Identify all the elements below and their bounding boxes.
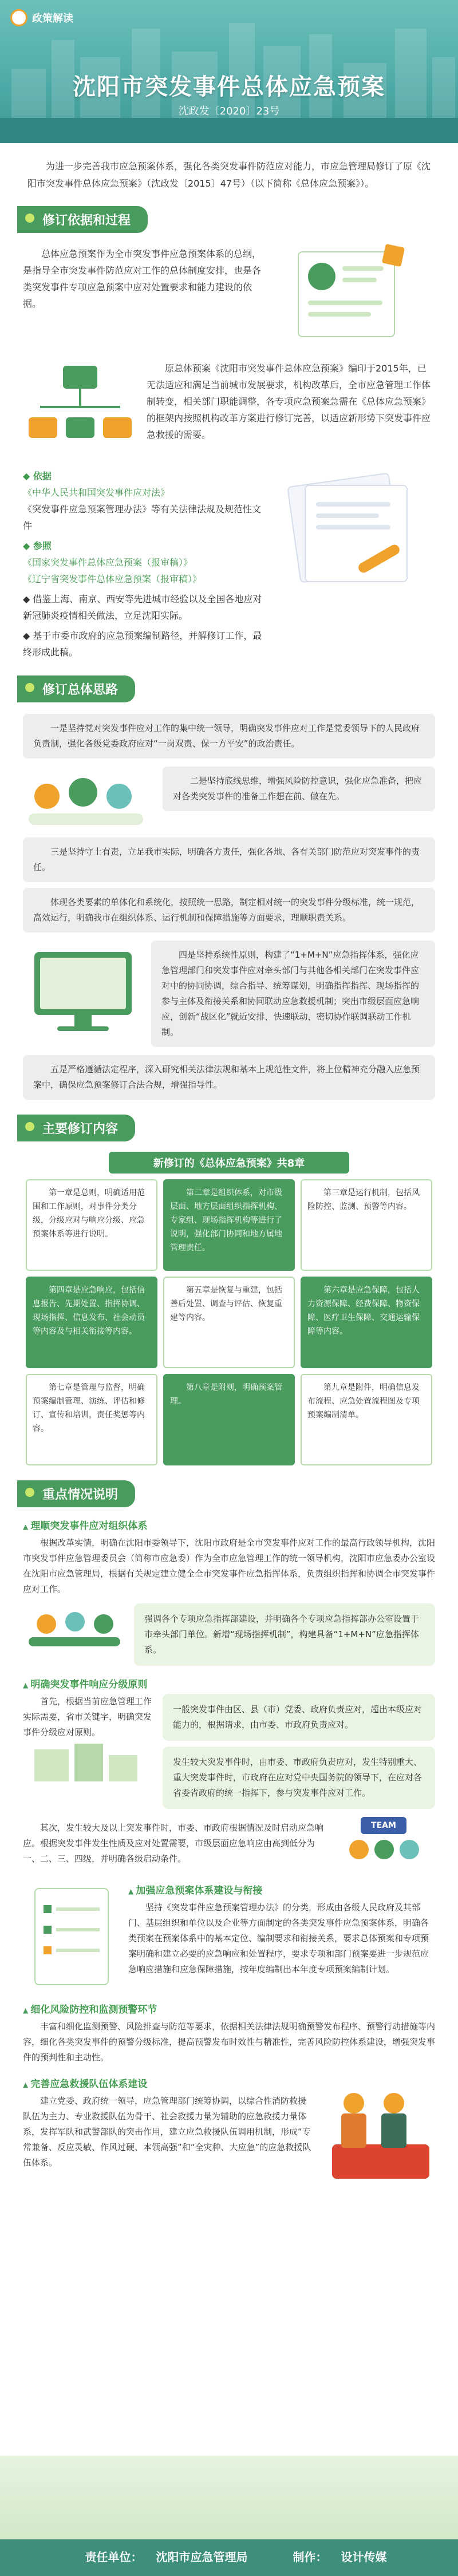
thinking-point-5: 五是严格遵循法定程序，深入研究相关法律法规和基本上规范性文件，将上位精神充分融入应急预案中，确保应急预案修订合法合规，增强指导性。 <box>23 1055 435 1100</box>
thinking-point-3b: 体现各类要素的单体化和系统化，按照统一思路，制定相对统一的突发事件分级标准，统一规范，高效运行，明确我市在组织体系、运行机制和保障措施等方面要求，理顺职责关系。 <box>23 888 435 933</box>
intro-paragraph: 为进一步完善我市应急预案体系，强化各类突发事件防范应对能力，市应急管理局修订了原《沈阳市突发事件总体应急预案》（沈政发〔2015〕47号）（以下简称《总体应急预案》）。 <box>27 161 431 189</box>
basis-label: 依据 <box>33 471 52 481</box>
keypoint-text-3: 坚持《突发事件应急预案管理办法》的分类，形成由各级人民政府及其部门、基层组织和单位以及企业等方面制定的各类突发事件应急预案体系，明确各类预案在预案体系中的基本定位、编制要求和衔接关系，要求总体预案和专项预案明确和建立必要的应急响应和处置程序，要求专项和部门预案要进一步规范应急响应措施和应急保障措施，按年度编制出本年度专项预案编制计划。 <box>128 1902 429 1974</box>
thinking-point-1: 一是坚持党对突发事件应对工作的集中统一领导，明确突发事件应对工作是党委领导下的人民政府负责制，强化各级党委政府应对“一岗双责、保一方平安”的政治责任。 <box>23 714 435 758</box>
chapter-cell: 第二章是组织体系，对市级层面、地方层面组织指挥机构、专家组、现场指挥机构等进行了说明，强化部门协同和地方属地管理责任。 <box>163 1179 295 1271</box>
team-illustration <box>23 767 155 829</box>
keypoint-box-2a: 一般突发事件由区、县（市）党委、政府负责应对，超出本级应对能力的，根据请求，由市委、市政府负责应对。 <box>163 1694 435 1741</box>
document-illustration <box>275 246 424 343</box>
keypoint-text-1: 根据改革实情，明确在沈阳市委领导下，沈阳市政府是全市突发事件应对工作的最高行政领导机构，沈阳市突发事件应急管理委员会（简称市应急委）作为全市应急管理工作的统一领导机构，沈阳市应急委办公室设在沈阳市应急管理局，根据有关规定建立健全全市突发事件应急指挥体系，负责组织指挥和协调全市突发事件应对工作。 <box>23 1538 436 1594</box>
owner-credit: 责任单位： 沈阳市应急管理局 <box>85 2550 248 2564</box>
table-heading: 新修订的《总体应急预案》共8章 <box>109 1152 349 1174</box>
section-heading: 主要修订内容 <box>17 1115 135 1141</box>
chapter-cell: 第九章是附件，明确信息发布流程、应急处置流程图及专项预案编制清单。 <box>301 1374 432 1465</box>
chapter-cell: 第四章是应急响应，包括信息报告、先期处置、指挥协调、现场指挥、信息发布、社会动员等内容及与相关衔接等内容。 <box>26 1277 157 1368</box>
rescue-team-illustration <box>321 2076 435 2190</box>
section-basis <box>0 206 458 661</box>
section-content <box>0 1115 458 1465</box>
header-banner <box>0 0 458 143</box>
document-number: 沈政发〔2020〕23号 <box>178 105 280 117</box>
chapter-cell: 第五章是恢复与重建，包括善后处置、调查与评估、恢复重建等内容。 <box>163 1277 295 1368</box>
basis-para-2: 原总体预案《沈阳市突发事件总体应急预案》编印于2015年，已无法适应和满足当前城市发展要求，机构改革后，全市应急管理工作体制转变，相关部门职能调整，各专项应急预案急需在《总体应急预案》的框架内按照机构改革方案进行修订完善，以适应新形势下突发事件应急救援的需要。 <box>147 363 431 440</box>
network-illustration <box>23 360 137 457</box>
keypoint-box-1: 强调各个专项应急指挥部建设，并明确各个专项应急指挥部办公室设置于市牵头部门单位。新增“现场指挥机制”，构建具备“1+M+N”应急指挥体系。 <box>134 1603 435 1666</box>
chapter-cell: 第三章是运行机制，包括风险防控、监测、预警等内容。 <box>301 1179 432 1271</box>
keypoint-title-5: ▲ 完善应急救援队伍体系建设 <box>23 2076 313 2090</box>
policy-badge <box>10 9 73 26</box>
keypoint-title-4: ▲ 细化风险防控和监测预警环节 <box>23 2001 435 2016</box>
keypoint-title-2: ▲ 明确突发事件响应分级原则 <box>23 1676 435 1690</box>
badge-icon <box>10 9 27 26</box>
credits <box>0 2548 458 2565</box>
keypoint-box-2b: 发生较大突发事件时，由市委、市政府负责应对，发生特别重大、重大突发事件时，市政府在应对党中央国务院的领导下，在应对各省委省政府的统一指挥下，参与突发事件应对工作。 <box>163 1747 435 1809</box>
section-heading: 重点情况说明 <box>17 1480 135 1507</box>
thinking-point-3: 三是坚持守土有责，立足我市实际，明确各方责任，强化各地、各有关部门防范应对突发事件的责任。 <box>23 837 435 882</box>
keypoint-text-2b: 其次，发生较大及以上突发事件时，市委、市政府根据情况及时启动应急响应。根据突发事件发生性质及应对处置需要，市级层面应急响应由高到低分为一、二、三、四级，并明确各级启动条件。 <box>23 1822 324 1864</box>
thinking-point-2: 二是坚持底线思维，增强风险防控意识，强化应急准备，把应对各类突发事件的准备工作想在前、做在先。 <box>163 767 435 811</box>
keypoint-text-4: 丰富和细化监测预警、风险排查与防范等要求，依据相关法律法规明确预警发布程序、预警行动措施等内容，细化各类突发事件的预警分级标准，提高预警发布时效性与精准性，完善风险防控体系建设，增强突发事件的预判性和主动性。 <box>23 2021 436 2063</box>
reference-label: 参照 <box>33 540 52 551</box>
paper-stack-illustration <box>270 468 419 594</box>
keypoint-title-1: ▲ 理顺突发事件应对组织体系 <box>23 1518 435 1532</box>
keypoint-title-3: ▲ 加强应急预案体系建设与衔接 <box>128 1882 435 1897</box>
building-illustration <box>23 1744 155 1784</box>
computer-illustration <box>23 941 143 1038</box>
basis-para-1: 总体应急预案作为全市突发事件应急预案体系的总纲，是指导全市突发事件防范应对工作的总体制度安排，也是各类突发事件专项应急预案中应对处置要求和能力建设的依据。 <box>23 248 262 309</box>
keypoint-text-5: 建立党委、政府统一领导，应急管理部门统筹协调，以综合性消防救援队伍为主力、专业救援队伍为骨干、社会救援力量为辅助的应急救援力量体系，发挥军队和武警部队的突击作用，建立应急救援队伍调用机制，形成“专常兼备、反应灵敏、作风过硬、本领高强”和“全灾种、大应急”的应急救援队伍体系。 <box>23 2096 311 2168</box>
basis-item-1: 《中华人民共和国突发事件应对法》 <box>23 487 170 498</box>
meeting-illustration <box>23 1603 126 1666</box>
reference-item-2: 《辽宁省突发事件总体应急预案（报审稿）》 <box>23 574 202 584</box>
keypoint-text-2a: 首先，根据当前应急管理工作实际需要，省市关键字，明确突发事件分级应对原则。 <box>23 1696 152 1737</box>
section-keypoints <box>0 1480 458 2190</box>
footer <box>0 2456 458 2576</box>
section-heading: 修订依据和过程 <box>17 206 148 233</box>
basis-item-2: 《突发事件应急预案管理办法》等有关法律法规及规范性文件 <box>23 504 262 531</box>
section-thinking <box>0 675 458 1100</box>
chapter-cell: 第六章是应急保障，包括人力资源保障、经费保障、物资保障、医疗卫生保障、交通运输保障等内容。 <box>301 1277 432 1368</box>
page-title: 沈阳市突发事件总体应急预案 <box>73 74 385 100</box>
chapter-cell: 第七章是管理与监督，明确预案编制管理、演练、评估和修订、宣传和培训，责任奖惩等内容。 <box>26 1374 157 1465</box>
thinking-point-4: 四是坚持系统性原则，构建了“1+M+N”应急指挥体系，强化应急管理部门和突发事件应对牵头部门与其他各相关部门在突发事件应对中的协同协调，综合指导、统筹谋划，明确指挥指挥、现场指挥的参与主体及衔接关系和协同联动应急救援机制；突出市级层面应急响应，创新“战区化”就近安排，快速联动，密切协作联调联动工作机制。 <box>151 941 435 1047</box>
section-heading: 修订总体思路 <box>17 675 135 702</box>
reference-item-1: 《国家突发事件总体应急预案（报审稿）》 <box>23 557 193 568</box>
process-text: 基于市委市政府的应急预案编制路径，并解修订工作，最终形成此稿。 <box>23 630 262 658</box>
basis-lists: ◆ 依据 《中华人民共和国突发事件应对法》 《突发事件应急预案管理办法》等有关法律法规及规范性文件 ◆ 参照 《国家突发事件总体应急预案（报审稿）》 《辽宁省突发事件总体应急预案（报审稿）》 ◆ 借鉴上海、南京、西安等先进城市经验以及全国各地应对新冠肺炎疫情相关做法，立足沈阳实际。 ◆ 基于市委市政府的应急预案编制路径，并解修订工作，最终形成此稿。 <box>23 468 263 661</box>
chapter-cell: 第八章是附则，明确预案管理。 <box>163 1374 295 1465</box>
chapter-grid <box>23 1179 435 1465</box>
checklist-illustration <box>23 1882 120 1991</box>
chapter-cell: 第一章是总则，明确适用范围和工作原则，对事件分类分级，分级应对与响应分级、应急预案体系等进行说明。 <box>26 1179 157 1271</box>
team-badge-illustration: TEAM <box>332 1815 435 1872</box>
research-text: 借鉴上海、南京、西安等先进城市经验以及全国各地应对新冠肺炎疫情相关做法，立足沈阳实际。 <box>23 594 262 621</box>
maker-credit: 制作： 设计传媒 <box>293 2550 387 2564</box>
badge-label: 政策解读 <box>32 13 73 25</box>
